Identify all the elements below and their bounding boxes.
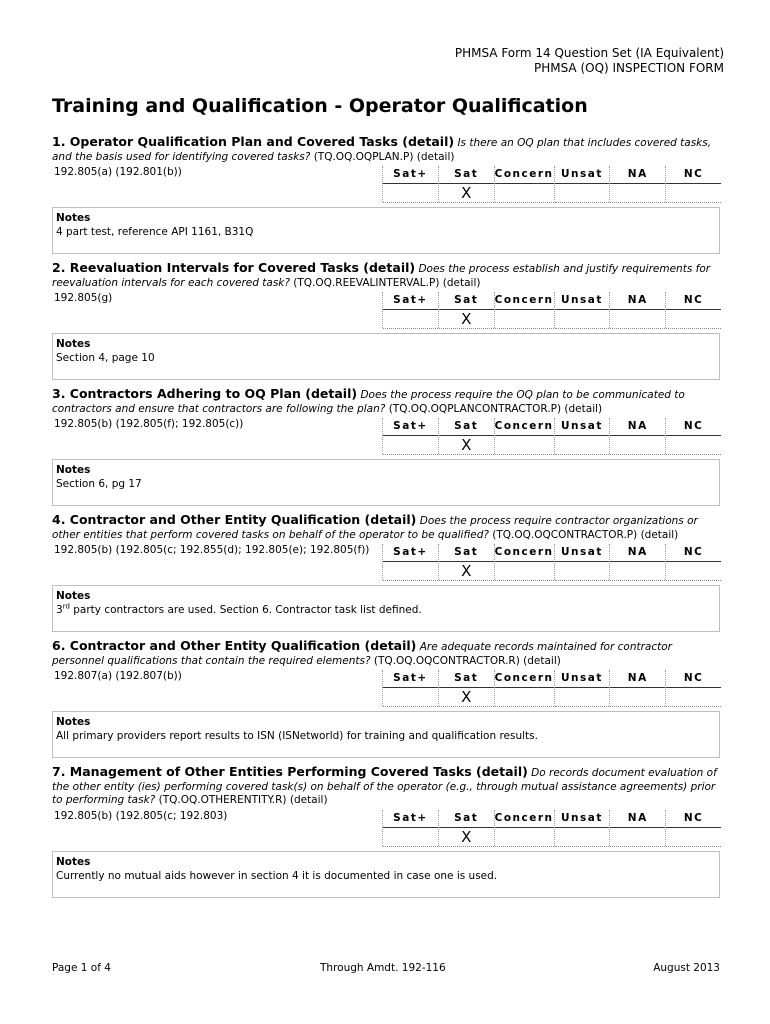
rating-option[interactable] <box>609 292 665 328</box>
rating-option[interactable] <box>383 544 438 580</box>
rating-checkbox[interactable] <box>666 436 721 455</box>
question-text: Is there an OQ plan that includes covered tasks, and the basis used for identifying covered tasks? <box>52 137 712 163</box>
question-title: 6. Contractor and Other Entity Qualification (detail) <box>52 638 417 653</box>
rating-checkbox[interactable] <box>383 436 438 455</box>
question-heading <box>52 765 720 808</box>
rating-label: Sat+ <box>383 418 438 436</box>
rating-checkbox[interactable]: X <box>439 436 494 455</box>
question-code: (TQ.OQ.OTHERENTITY.R) (detail) <box>158 794 328 806</box>
rating-option[interactable] <box>438 544 494 580</box>
rating-option[interactable] <box>494 418 554 454</box>
rating-option[interactable] <box>383 418 438 454</box>
rating-label: Sat <box>439 544 494 562</box>
notes-label: Notes <box>56 464 91 476</box>
question-title: 7. Management of Other Entities Performing Covered Tasks (detail) <box>52 764 528 779</box>
notes-box[interactable] <box>52 851 720 898</box>
rating-checkbox[interactable] <box>666 184 721 203</box>
question-heading <box>52 513 720 542</box>
rating-label: NC <box>666 544 721 562</box>
rating-label: NC <box>666 418 721 436</box>
notes-body: party contractors are used. Section 6. Contractor task list defined. <box>69 604 422 616</box>
rating-option[interactable] <box>438 292 494 328</box>
rating-option[interactable] <box>494 670 554 706</box>
rating-label: Concern <box>495 544 554 562</box>
rating-row <box>52 418 720 456</box>
notes-text: Section 6, pg 17 <box>56 478 142 490</box>
question-code: (TQ.OQ.OQCONTRACTOR.R) (detail) <box>373 654 561 667</box>
notes-text <box>56 603 716 618</box>
rating-label: Unsat <box>555 670 610 688</box>
notes-label: Notes <box>56 855 91 868</box>
rating-label: Sat+ <box>383 670 438 688</box>
question-title: 2. Reevaluation Intervals for Covered Tasks (detail) <box>52 260 416 275</box>
question-text: Does the process establish and justify requirements for reevaluation intervals for each covered task? <box>52 263 711 289</box>
rating-option[interactable] <box>665 166 721 202</box>
rating-option[interactable] <box>383 292 438 328</box>
notes-label: Notes <box>56 590 91 602</box>
rating-option[interactable] <box>665 810 721 846</box>
rating-checkbox[interactable] <box>610 184 665 203</box>
rating-option[interactable] <box>665 670 721 706</box>
rating-label: NA <box>610 166 665 184</box>
rating-option[interactable] <box>494 292 554 328</box>
question-heading <box>52 639 720 668</box>
rating-label: NA <box>610 544 665 562</box>
notes-text: Currently no mutual aids however in section 4 it is documented in case one is used. <box>56 869 498 882</box>
rating-row <box>52 292 720 330</box>
page-header <box>455 46 724 76</box>
notes-box[interactable] <box>52 711 720 758</box>
rating-option[interactable] <box>494 166 554 202</box>
notes-label: Notes <box>56 212 91 224</box>
rating-checkbox[interactable]: X <box>439 310 494 329</box>
rating-label: NA <box>610 292 665 310</box>
question-code: (TQ.OQ.REEVALINTERVAL.P) (detail) <box>293 276 481 289</box>
rating-option[interactable] <box>609 166 665 202</box>
notes-ordinal-suffix: rd <box>62 602 70 611</box>
rating-label: NC <box>666 670 721 688</box>
rating-checkbox[interactable] <box>610 310 665 329</box>
regulation-citation: 192.805(g) <box>54 292 113 304</box>
rating-row <box>52 544 720 582</box>
rating-checkbox[interactable] <box>383 184 438 203</box>
question-text: Does the process require contractor organizations or other entities that perform covered tasks on behalf of the operator to be qualified? <box>52 515 698 541</box>
rating-checkbox[interactable] <box>666 562 721 581</box>
rating-checkbox[interactable] <box>666 310 721 329</box>
page-number: Page 1 of 4 <box>52 962 111 974</box>
form-set-title: PHMSA Form 14 Question Set (IA Equivalent) <box>454 46 724 60</box>
notes-box[interactable] <box>52 207 720 254</box>
rating-checkbox[interactable] <box>383 828 438 847</box>
rating-checkbox[interactable] <box>555 562 610 581</box>
question-text: Are adequate records maintained for contractor personnel qualifications that contain the required elements? <box>52 641 672 667</box>
rating-label: Unsat <box>555 292 610 310</box>
rating-row <box>52 166 720 204</box>
rating-option[interactable] <box>554 810 610 846</box>
question-title: 3. Contractors Adhering to OQ Plan (detail) <box>52 386 358 401</box>
regulation-citation: 192.805(b) (192.805(c; 192.803) <box>54 809 228 822</box>
rating-label: Unsat <box>555 810 610 828</box>
rating-checkbox[interactable] <box>495 310 554 329</box>
rating-option[interactable] <box>438 166 494 202</box>
question-section <box>52 387 720 506</box>
question-text: Do records document evaluation of the other entity (ies) performing covered task(s) on behalf of the operator (e.g., through mutual assistance agreements) prior to performing task? <box>52 767 717 806</box>
rating-checkbox[interactable]: X <box>439 828 494 847</box>
rating-checkbox[interactable]: X <box>439 562 494 581</box>
question-section <box>52 639 720 758</box>
rating-label: Unsat <box>555 544 610 562</box>
rating-label: NC <box>666 166 721 184</box>
question-section <box>52 513 720 632</box>
rating-option[interactable] <box>438 810 494 846</box>
rating-checkbox[interactable] <box>555 310 610 329</box>
rating-row <box>52 670 720 708</box>
rating-option[interactable] <box>494 810 554 846</box>
rating-label: NA <box>610 670 665 688</box>
rating-label: Concern <box>495 166 554 184</box>
rating-label: NC <box>666 810 721 828</box>
rating-checkbox[interactable] <box>610 562 665 581</box>
rating-option[interactable] <box>609 670 665 706</box>
regulation-citation: 192.805(b) (192.805(c; 192.855(d); 192.805(e); 192.805(f)) <box>54 544 370 556</box>
question-code: (TQ.OQ.OQCONTRACTOR.P) (detail) <box>492 528 679 541</box>
rating-checkbox[interactable] <box>555 184 610 203</box>
question-title: 4. Contractor and Other Entity Qualification (detail) <box>52 512 417 527</box>
question-section <box>52 135 720 254</box>
rating-grid <box>382 810 721 846</box>
rating-label: Sat <box>439 418 494 436</box>
rating-label: NC <box>666 292 721 310</box>
rating-label: Sat+ <box>383 810 438 828</box>
rating-option[interactable] <box>554 418 610 454</box>
rating-option[interactable] <box>609 544 665 580</box>
rating-checkbox[interactable] <box>555 436 610 455</box>
rating-checkbox[interactable] <box>495 184 554 203</box>
rating-option[interactable] <box>438 418 494 454</box>
page-title: Training and Qualification - Operator Qualification <box>52 95 588 117</box>
rating-checkbox[interactable] <box>555 828 610 847</box>
rating-label: Unsat <box>555 418 610 436</box>
rating-grid <box>382 292 721 328</box>
rating-checkbox[interactable] <box>383 562 438 581</box>
rating-checkbox[interactable] <box>666 828 721 847</box>
rating-option[interactable] <box>665 544 721 580</box>
notes-label: Notes <box>56 716 91 728</box>
form-type-title: PHMSA (OQ) INSPECTION FORM <box>533 61 724 75</box>
rating-checkbox[interactable]: X <box>439 184 494 203</box>
rating-label: Sat <box>439 670 494 688</box>
question-section <box>52 261 720 380</box>
notes-box[interactable] <box>52 333 720 380</box>
question-section <box>52 765 720 898</box>
rating-label: Sat+ <box>383 292 438 310</box>
rating-checkbox[interactable] <box>610 436 665 455</box>
rating-label: Sat+ <box>383 544 438 562</box>
rating-row <box>52 810 720 848</box>
rating-label: Sat <box>439 166 494 184</box>
regulation-citation: 192.807(a) (192.807(b)) <box>54 670 182 682</box>
rating-label: Unsat <box>555 166 610 184</box>
rating-grid <box>382 418 721 454</box>
form-date: August 2013 <box>653 962 720 974</box>
notes-box[interactable] <box>52 585 720 632</box>
rating-label: NA <box>610 810 665 828</box>
amendment-note: Through Amdt. 192-116 <box>320 962 446 974</box>
rating-checkbox[interactable] <box>383 688 438 707</box>
regulation-citation: 192.805(a) (192.801(b)) <box>54 166 182 178</box>
rating-option[interactable] <box>494 544 554 580</box>
rating-option[interactable] <box>609 418 665 454</box>
rating-checkbox[interactable] <box>610 828 665 847</box>
rating-label: Concern <box>495 670 554 688</box>
notes-box[interactable] <box>52 459 720 506</box>
question-title: 1. Operator Qualification Plan and Covered Tasks (detail) <box>52 134 455 149</box>
rating-option[interactable] <box>554 670 610 706</box>
rating-label: Concern <box>495 810 554 828</box>
rating-checkbox[interactable] <box>495 562 554 581</box>
rating-option[interactable] <box>383 810 438 846</box>
rating-option[interactable] <box>554 544 610 580</box>
rating-checkbox[interactable] <box>383 310 438 329</box>
question-heading <box>52 261 720 290</box>
question-heading <box>52 387 720 416</box>
rating-label: NA <box>610 418 665 436</box>
notes-label: Notes <box>56 338 91 350</box>
rating-grid <box>382 544 721 580</box>
notes-ordinal-number: 3 <box>56 604 63 616</box>
rating-label: Concern <box>495 418 554 436</box>
rating-option[interactable] <box>383 166 438 202</box>
regulation-citation: 192.805(b) (192.805(f); 192.805(c)) <box>54 418 244 430</box>
rating-label: Sat+ <box>383 166 438 184</box>
question-text: Does the process require the OQ plan to be communicated to contractors and ensure that contractors are following the plan? <box>52 389 685 415</box>
rating-option[interactable] <box>609 810 665 846</box>
rating-checkbox[interactable]: X <box>439 688 494 707</box>
notes-text: Section 4, page 10 <box>56 352 155 364</box>
rating-grid <box>382 670 721 706</box>
question-code: (TQ.OQ.OQPLAN.P) (detail) <box>313 150 455 163</box>
rating-option[interactable] <box>438 670 494 706</box>
rating-label: Concern <box>495 292 554 310</box>
rating-option[interactable] <box>383 670 438 706</box>
rating-grid <box>382 166 721 202</box>
rating-option[interactable] <box>665 292 721 328</box>
rating-option[interactable] <box>665 418 721 454</box>
notes-text: 4 part test, reference API 1161, B31Q <box>56 226 254 238</box>
rating-checkbox[interactable] <box>610 688 665 707</box>
question-heading <box>52 135 720 164</box>
rating-checkbox[interactable] <box>495 688 554 707</box>
rating-option[interactable] <box>554 292 610 328</box>
question-code: (TQ.OQ.OQPLANCONTRACTOR.P) (detail) <box>388 402 603 415</box>
notes-text: All primary providers report results to ISN (ISNetworld) for training and qualification results. <box>56 730 538 742</box>
rating-checkbox[interactable] <box>666 688 721 707</box>
rating-checkbox[interactable] <box>555 688 610 707</box>
rating-option[interactable] <box>554 166 610 202</box>
rating-label: Sat <box>439 810 494 828</box>
rating-label: Sat <box>439 292 494 310</box>
rating-checkbox[interactable] <box>495 828 554 847</box>
rating-checkbox[interactable] <box>495 436 554 455</box>
